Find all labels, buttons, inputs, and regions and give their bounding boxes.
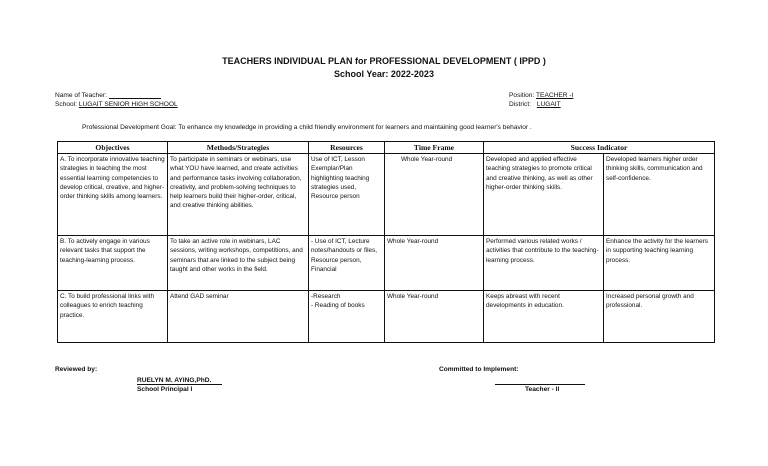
name-label: Name of Teacher: (55, 92, 107, 99)
methods-cell: To participate in seminars or webinars, use what YOU have learned, and create activities and performance tasks involving collaboration, creativity, and problem-solving techniques to help learners build their higher-order, critical, and creative thinking abilities. (168, 154, 309, 236)
school-value: LUGAIT SENIOR HIGH SCHOOL (78, 101, 178, 108)
objective-cell: A. To incorporate innovative teaching strategies in teaching the most essential learning competencies to develop critical, creative, and higher-order thinking skills among learners. (58, 154, 168, 236)
success-indicator-cell-2: Enhance the activity for the learners in supporting teaching learning process. (604, 236, 715, 291)
district-value: LUGAIT (536, 101, 561, 108)
table-row (58, 291, 715, 343)
table-row (58, 236, 715, 291)
reviewer-title: School Principal I (137, 386, 193, 393)
reviewer-signature-line (137, 384, 222, 385)
district-line (509, 101, 565, 108)
table-row (58, 154, 715, 236)
objective-cell: C. To build professional links with colleagues to enrich teaching practice. (58, 291, 168, 343)
header-time-frame: Time Frame (385, 142, 484, 154)
success-indicator-cell-2: Increased personal growth and professional. (604, 291, 715, 343)
resources-cell: - Use of ICT, Lecture notes/handouts or files, Resource person, Financial (309, 236, 385, 291)
teacher-signature-line (495, 384, 585, 385)
time-frame-cell: Whole Year-round (385, 291, 484, 343)
ippd-table (57, 141, 715, 343)
methods-cell: To take an active role in webinars, LAC sessions, writing workshops, competitions, and seminars that are linked to the subject being taught and other works in the field. (168, 236, 309, 291)
resources-cell: -Research - Reading of books (309, 291, 385, 343)
position-line (509, 92, 573, 99)
success-indicator-cell-2: Developed learners higher order thinking skills, communication and self-confidence. (604, 154, 715, 236)
document-title: TEACHERS INDIVIDUAL PLAN for PROFESSIONAL DEVELOPMENT ( IPPD ) (222, 56, 546, 66)
district-label: District: (509, 101, 531, 108)
header-resources: Resources (309, 142, 385, 154)
header-objectives: Objectives (58, 142, 168, 154)
teacher-title: Teacher - II (525, 386, 560, 393)
table-header-row (58, 142, 715, 154)
position-value: TEACHER -I (536, 92, 574, 99)
objective-cell: B. To actively engage in various relevant tasks that support the teaching-learning process. (58, 236, 168, 291)
time-frame-cell: Whole Year-round (385, 154, 484, 236)
committed-label: Committed to Implement: (439, 366, 519, 373)
success-indicator-cell: Developed and applied effective teaching strategies to promote critical and creative thinking, as well as other higher-order thinking skills. (484, 154, 604, 236)
professional-goal: Professional Development Goal: To enhance my knowledge in providing a child friendly environment for learners and maintaining good learner's behavior . (82, 124, 532, 131)
reviewed-by-label: Reviewed by: (55, 366, 98, 373)
name-blank (109, 92, 161, 99)
time-frame-cell: Whole Year-round (385, 236, 484, 291)
methods-cell: Attend GAD seminar (168, 291, 309, 343)
header-methods: Methods/Strategies (168, 142, 309, 154)
success-indicator-cell: Keeps abreast with recent developments in education. (484, 291, 604, 343)
school-label: School: (55, 101, 77, 108)
school-year: School Year: 2022-2023 (334, 69, 434, 79)
header-success-indicator: Success Indicator (484, 142, 715, 154)
resources-cell: Use of ICT, Lesson Exemplar/Plan highlighting teaching strategies used, Resource person (309, 154, 385, 236)
reviewer-name: RUELYN M. AYING,PhD. (137, 377, 212, 384)
success-indicator-cell: Performed various related works / activities that contribute to the teaching-learning process. (484, 236, 604, 291)
school-line (55, 101, 178, 108)
name-of-teacher (55, 92, 161, 99)
position-label: Position: (509, 92, 535, 99)
